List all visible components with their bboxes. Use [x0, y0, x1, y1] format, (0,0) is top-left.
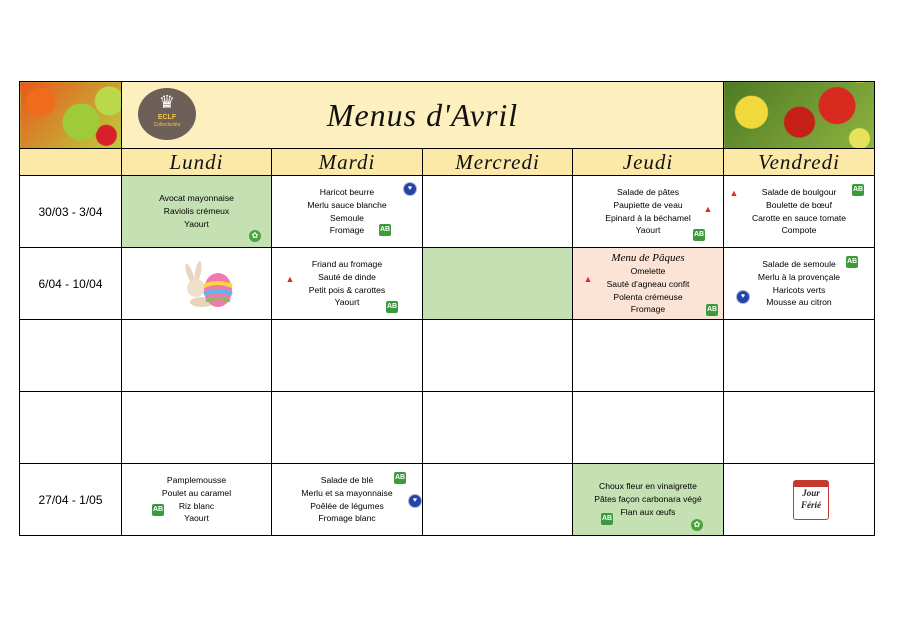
meal-cell-mercredi	[423, 248, 573, 320]
dish: Petit pois & carottes	[308, 284, 386, 295]
dish: Haricots verts	[772, 284, 826, 295]
week-label	[20, 320, 122, 392]
meal-cell-mardi	[272, 248, 423, 320]
meal-cell-lundi	[122, 320, 272, 392]
dish: Poêlée de légumes	[310, 500, 384, 511]
day-mardi: Mardi	[272, 149, 423, 176]
meal-cell-vendredi	[724, 248, 875, 320]
week-label: 30/03 - 3/04	[20, 176, 122, 248]
meal-cell-mercredi	[423, 320, 573, 392]
french-origin-icon: ▲	[285, 274, 295, 284]
dish: Friand au fromage	[311, 258, 383, 269]
meal-cell-jeudi	[573, 176, 724, 248]
meal-cell-jeudi	[573, 464, 724, 536]
title-cell	[122, 82, 724, 149]
bleu-blanc-coeur-icon: ♥	[736, 290, 750, 304]
dish: Polenta crémeuse	[613, 291, 683, 302]
dish: Poulet au caramel	[161, 487, 232, 498]
bio-label-icon: AB	[601, 513, 613, 525]
meal-cell-jeudi	[573, 392, 724, 464]
meal-cell-mardi	[272, 176, 423, 248]
dish: Yaourt	[635, 225, 661, 236]
dish: Pamplemousse	[166, 474, 227, 485]
dish: Pâtes façon carbonara végé	[594, 494, 702, 505]
bio-label-icon: AB	[152, 504, 164, 516]
week-row	[20, 464, 875, 536]
dish: Paupiette de veau	[613, 199, 683, 210]
dish: Choux fleur en vinaigrette	[599, 481, 697, 492]
bleu-blanc-coeur-icon: ♥	[408, 494, 422, 508]
week-row	[20, 176, 875, 248]
menu-sheet	[19, 81, 874, 538]
dish: Yaourt	[184, 513, 209, 524]
bio-label-icon: AB	[852, 184, 864, 196]
menu-table	[19, 81, 875, 536]
meal-cell-mardi	[272, 464, 423, 536]
bio-label-icon: AB	[379, 224, 391, 236]
dish: Boulette de bœuf	[766, 199, 832, 210]
dish: Avocat mayonnaise	[159, 193, 234, 204]
meal-cell-mercredi	[423, 176, 573, 248]
dish: Epinard à la béchamel	[605, 212, 691, 223]
week-row	[20, 320, 875, 392]
dish: Salade de pâtes	[616, 186, 680, 197]
week-row	[20, 248, 875, 320]
dish: Mousse au citron	[766, 297, 832, 308]
dish: Omelette	[630, 265, 666, 276]
meal-cell-mercredi	[423, 392, 573, 464]
bio-label-icon: AB	[693, 229, 705, 241]
week-row	[20, 392, 875, 464]
chef-hat-icon: ♛	[158, 92, 176, 112]
logo-brand: ECLF	[157, 114, 177, 121]
dish: Yaourt	[334, 297, 360, 308]
dish: Flan aux œufs	[620, 506, 676, 517]
french-origin-icon: ▲	[703, 204, 713, 214]
fruit-image-left	[20, 82, 122, 149]
eclf-logo	[138, 88, 196, 140]
dish: Fromage blanc	[318, 513, 376, 524]
meal-cell-lundi	[122, 176, 272, 248]
title-row	[20, 82, 875, 149]
dish: Riz blanc	[178, 500, 215, 511]
easter-bunny-egg-image	[176, 260, 238, 308]
dish: Merlu et sa mayonnaise	[301, 487, 393, 498]
day-lundi: Lundi	[122, 149, 272, 176]
corner-cell	[20, 149, 122, 176]
ferie-line: Jour	[802, 488, 820, 498]
dish: Salade de blé	[320, 474, 374, 485]
dish: Sauté d'agneau confit	[606, 278, 690, 289]
dish: Merlu sauce blanche	[307, 199, 387, 210]
ferie-line: Férié	[801, 500, 821, 510]
dish: Salade de semoule	[762, 258, 836, 269]
dish: Yaourt	[184, 218, 209, 229]
vegetarian-leaf-icon: ✿	[249, 230, 261, 242]
meal-cell-lundi	[122, 248, 272, 320]
day-vendredi: Vendredi	[724, 149, 875, 176]
dish: Salade de boulgour	[761, 186, 837, 197]
day-mercredi: Mercredi	[423, 149, 573, 176]
meal-cell-vendredi	[724, 464, 875, 536]
dish: Fromage	[630, 304, 666, 315]
meal-cell-jeudi	[573, 248, 724, 320]
bio-label-icon: AB	[386, 301, 398, 313]
week-label: 27/04 - 1/05	[20, 464, 122, 536]
bio-label-icon: AB	[846, 256, 858, 268]
meal-cell-mardi	[272, 320, 423, 392]
meal-cell-mardi	[272, 392, 423, 464]
dish: Semoule	[330, 212, 364, 223]
page-title: Menus d'Avril	[326, 96, 519, 133]
dish: Sauté de dinde	[318, 271, 376, 282]
easter-menu-title: Menu de Pâques	[611, 251, 685, 264]
jour-ferie-calendar-icon	[793, 480, 829, 520]
logo-sub: Collectivités	[153, 122, 181, 128]
meal-cell-mercredi	[423, 464, 573, 536]
french-origin-icon: ▲	[583, 274, 593, 284]
meal-cell-vendredi	[724, 320, 875, 392]
dish: Raviolis crémeux	[163, 206, 230, 217]
bio-label-icon: AB	[394, 472, 406, 484]
vegetarian-leaf-icon: ✿	[691, 519, 703, 531]
meal-cell-lundi	[122, 464, 272, 536]
meal-cell-lundi	[122, 392, 272, 464]
week-label: 6/04 - 10/04	[20, 248, 122, 320]
dish: Merlu à la provençale	[757, 271, 841, 282]
french-origin-icon: ▲	[729, 188, 739, 198]
meal-cell-jeudi	[573, 320, 724, 392]
meal-cell-vendredi	[724, 176, 875, 248]
dish: Carotte en sauce tomate	[751, 212, 847, 223]
day-jeudi: Jeudi	[573, 149, 724, 176]
dish: Fromage	[329, 225, 365, 236]
dish: Compote	[781, 225, 817, 236]
dish: Haricot beurre	[319, 186, 375, 197]
days-row	[20, 149, 875, 176]
bleu-blanc-coeur-icon: ♥	[403, 182, 417, 196]
meal-cell-vendredi	[724, 392, 875, 464]
bio-label-icon: AB	[706, 304, 718, 316]
week-label	[20, 392, 122, 464]
fruit-image-right	[724, 82, 875, 149]
